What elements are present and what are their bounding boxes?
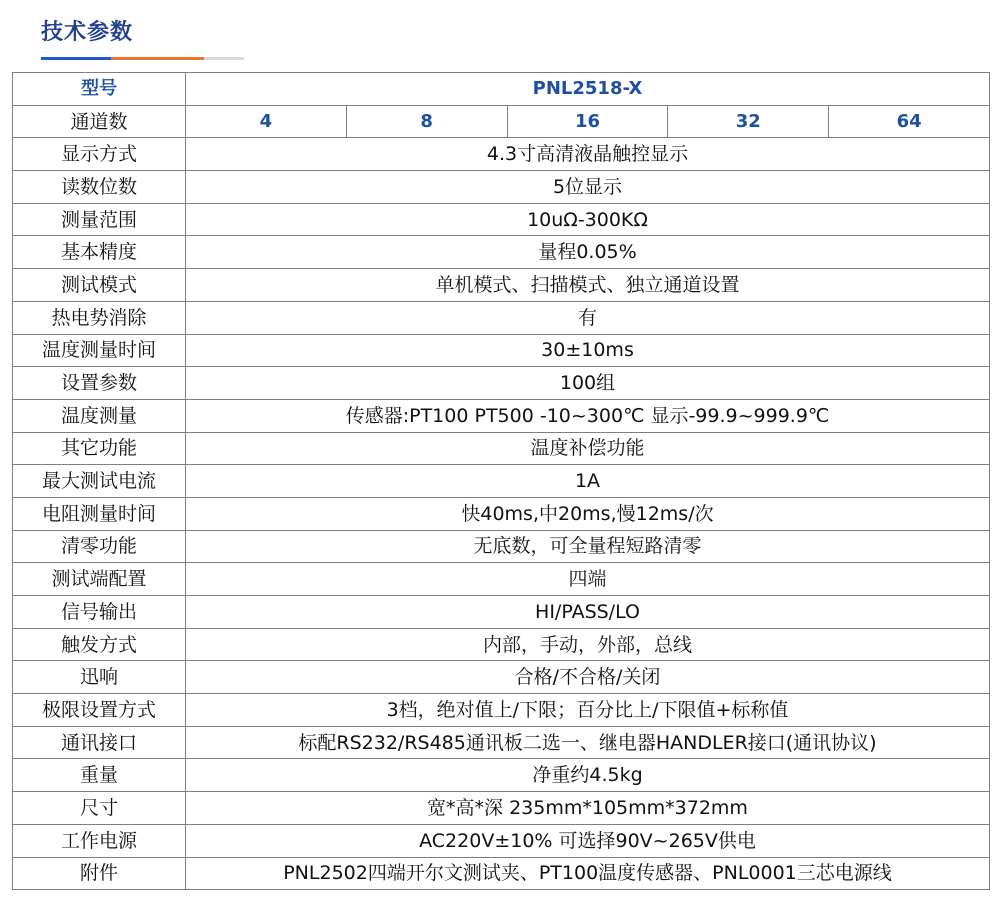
spec-label: 测量范围 (13, 203, 186, 236)
spec-label: 通讯接口 (13, 726, 186, 759)
spec-value: 快40ms,中20ms,慢12ms/次 (186, 497, 990, 530)
channel-value: 8 (346, 105, 507, 138)
spec-value: 量程0.05% (186, 236, 990, 269)
spec-label: 温度测量时间 (13, 334, 186, 367)
spec-row (13, 857, 990, 890)
spec-row (13, 138, 990, 171)
spec-table (12, 72, 990, 890)
spec-row (13, 367, 990, 400)
spec-value: 10uΩ-300KΩ (186, 203, 990, 236)
spec-row (13, 203, 990, 236)
spec-value: PNL2502四端开尔文测试夹、PT100温度传感器、PNL0001三芯电源线 (186, 857, 990, 890)
spec-row (13, 334, 990, 367)
model-value: PNL2518-X (186, 73, 990, 106)
spec-row (13, 694, 990, 727)
spec-row (13, 497, 990, 530)
spec-label: 电阻测量时间 (13, 497, 186, 530)
spec-value: 传感器:PT100 PT500 -10~300℃ 显示-99.9~999.9℃ (186, 399, 990, 432)
spec-value: 无底数，可全量程短路清零 (186, 530, 990, 563)
spec-row (13, 301, 990, 334)
spec-label: 其它功能 (13, 432, 186, 465)
spec-label: 清零功能 (13, 530, 186, 563)
spec-row (13, 792, 990, 825)
spec-row (13, 824, 990, 857)
spec-row (13, 269, 990, 302)
spec-row (13, 563, 990, 596)
spec-label: 基本精度 (13, 236, 186, 269)
spec-row (13, 759, 990, 792)
spec-value: 宽*高*深 235mm*105mm*372mm (186, 792, 990, 825)
spec-value: 温度补偿功能 (186, 432, 990, 465)
spec-value: 标配RS232/RS485通讯板二选一、继电器HANDLER接口(通讯协议) (186, 726, 990, 759)
spec-row (13, 236, 990, 269)
spec-label: 显示方式 (13, 138, 186, 171)
spec-value: 有 (186, 301, 990, 334)
spec-value: 净重约4.5kg (186, 759, 990, 792)
channels-row (13, 105, 990, 138)
spec-value: 单机模式、扫描模式、独立通道设置 (186, 269, 990, 302)
spec-value: 5位显示 (186, 171, 990, 204)
spec-value: AC220V±10% 可选择90V~265V供电 (186, 824, 990, 857)
spec-value: 3档，绝对值上/下限；百分比上/下限值+标称值 (186, 694, 990, 727)
spec-value: 1A (186, 465, 990, 498)
spec-label: 温度测量 (13, 399, 186, 432)
spec-row (13, 628, 990, 661)
spec-label: 测试模式 (13, 269, 186, 302)
channel-value: 32 (668, 105, 829, 138)
spec-row (13, 465, 990, 498)
channel-value: 16 (507, 105, 668, 138)
title-underline-orange (111, 57, 204, 60)
spec-row (13, 661, 990, 694)
spec-value: HI/PASS/LO (186, 596, 990, 629)
spec-label: 尺寸 (13, 792, 186, 825)
channels-label: 通道数 (13, 105, 186, 138)
spec-value: 四端 (186, 563, 990, 596)
spec-value: 内部，手动，外部，总线 (186, 628, 990, 661)
spec-label: 最大测试电流 (13, 465, 186, 498)
spec-label: 信号输出 (13, 596, 186, 629)
spec-label: 迅响 (13, 661, 186, 694)
spec-value: 合格/不合格/关闭 (186, 661, 990, 694)
spec-value: 4.3寸高清液晶触控显示 (186, 138, 990, 171)
spec-label: 热电势消除 (13, 301, 186, 334)
spec-label: 工作电源 (13, 824, 186, 857)
spec-value: 100组 (186, 367, 990, 400)
spec-label: 测试端配置 (13, 563, 186, 596)
title-underline-blue (41, 57, 111, 60)
model-label: 型号 (13, 73, 186, 106)
spec-row (13, 530, 990, 563)
spec-row (13, 726, 990, 759)
channel-value: 4 (186, 105, 347, 138)
spec-row (13, 432, 990, 465)
section-title: 技术参数 (41, 20, 134, 45)
spec-label: 设置参数 (13, 367, 186, 400)
spec-label: 读数位数 (13, 171, 186, 204)
spec-row (13, 399, 990, 432)
spec-value: 30±10ms (186, 334, 990, 367)
title-underline (41, 57, 244, 60)
spec-label: 极限设置方式 (13, 694, 186, 727)
spec-label: 附件 (13, 857, 186, 890)
model-row (13, 73, 990, 106)
channel-value: 64 (829, 105, 990, 138)
spec-label: 触发方式 (13, 628, 186, 661)
spec-label: 重量 (13, 759, 186, 792)
spec-row (13, 171, 990, 204)
spec-row (13, 596, 990, 629)
